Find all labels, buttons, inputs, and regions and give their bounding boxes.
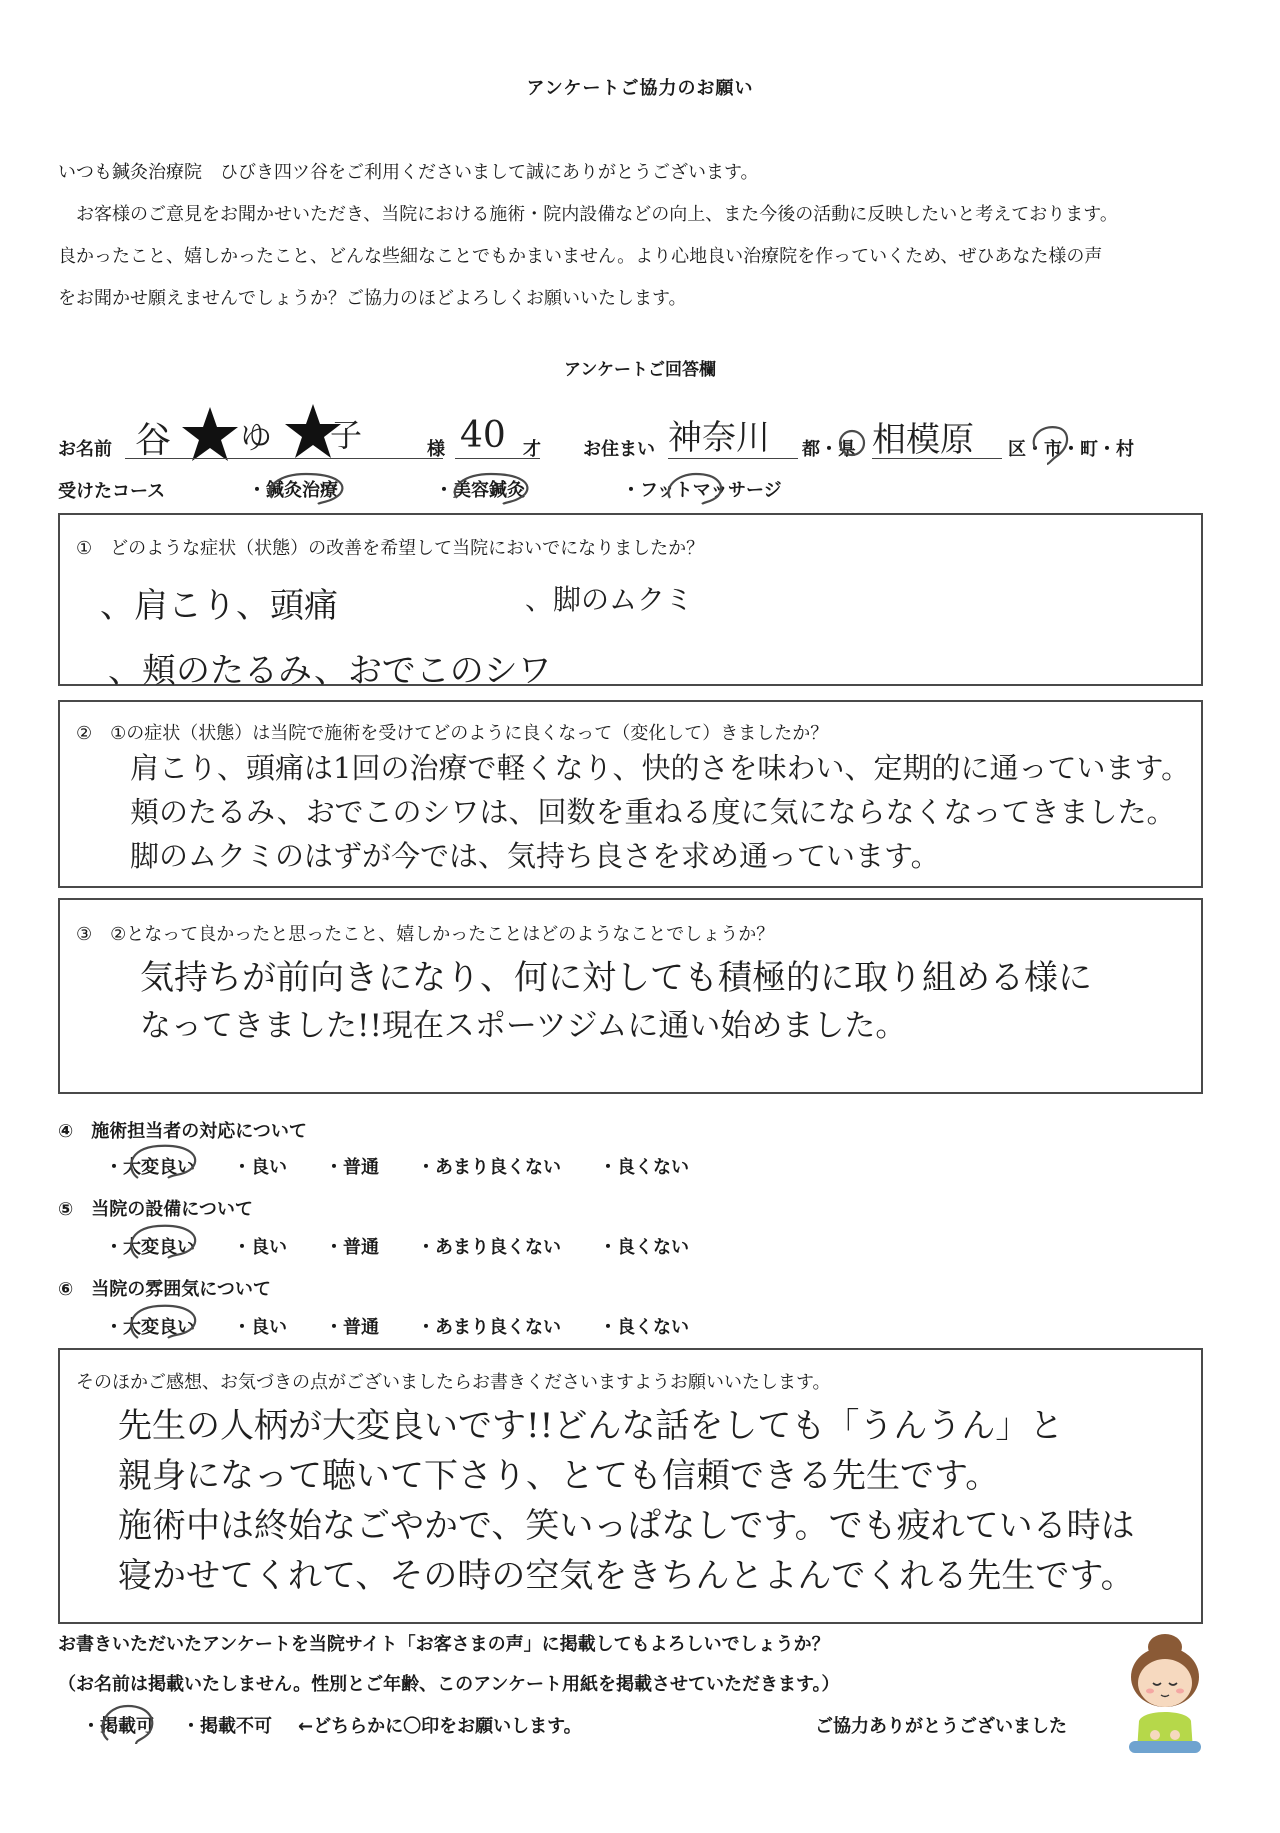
name-handwritten-2: ゆ: [240, 418, 273, 456]
q3-answer: 気持ちが前向きになり、何に対しても積極的に取り組める様に: [140, 958, 1092, 998]
name-label: お名前: [58, 439, 112, 460]
name-handwritten-3: 子: [330, 416, 363, 454]
course-option-foot-massage: ・フットマッサージ: [622, 480, 782, 501]
prefecture-value: 神奈川: [668, 418, 770, 458]
rating-option[interactable]: ・良い: [233, 1157, 287, 1178]
prefecture-underline: [668, 458, 798, 459]
rating-option[interactable]: ・大変良い: [105, 1157, 195, 1178]
thanks-text: ご協力ありがとうございました: [815, 1716, 1067, 1737]
selection-circle-icon: [118, 1220, 208, 1266]
q1-answer: 、脚のムクミ: [525, 583, 694, 616]
course-option-beauty: ・美容鍼灸: [435, 480, 525, 501]
consent-option-allow[interactable]: ・掲載可: [82, 1716, 154, 1737]
intro-line: いつも鍼灸治療院 ひびき四ツ谷をご利用くださいまして誠にありがとうございます。: [58, 162, 759, 183]
age-underline: [455, 458, 540, 459]
comments-answer: 親身になって聴いて下さり、とても信頼できる先生です。: [118, 1456, 1000, 1496]
q1-answer: 、頬のたるみ、おでこのシワ: [108, 651, 552, 691]
consent-note: （お名前は掲載いたしません。性別とご年齢、このアンケート用紙を掲載させていただきます。）: [58, 1674, 840, 1695]
redaction-star-icon: [180, 405, 240, 465]
rating-option[interactable]: ・あまり良くない: [417, 1237, 561, 1258]
comments-answer: 寝かせてくれて、その時の空気をきちんとよんでくれる先生です。: [118, 1556, 1135, 1596]
consent-option-deny[interactable]: ・掲載不可: [182, 1716, 272, 1737]
rating-option[interactable]: ・大変良い: [105, 1317, 195, 1338]
rating-5-label: ⑤ 当院の設備について: [58, 1199, 253, 1220]
consent-instruction: ←どちらかに〇印をお願いします。: [298, 1716, 582, 1737]
q2-question: ② ①の症状（状態）は当院で施術を受けてどのように良くなって（変化して）きましたか？: [76, 723, 829, 744]
intro-text: [58, 152, 1228, 320]
rating-option[interactable]: ・良くない: [599, 1237, 689, 1258]
intro-line: をお聞かせ願えませんでしょうか？ご協力のほどよろしくお願いいたします。: [58, 288, 687, 309]
rating-option[interactable]: ・普通: [325, 1157, 379, 1178]
selection-circle-icon: [837, 428, 867, 458]
course-label: 受けたコース: [58, 481, 166, 502]
q3-answer: なってきました!!現在スポーツジムに通い始めました。: [140, 1008, 907, 1044]
name-handwritten-1: 谷: [135, 420, 172, 461]
prefecture-suffix: 都・県: [802, 439, 856, 460]
rating-option[interactable]: ・あまり良くない: [417, 1157, 561, 1178]
page-title: アンケートご協力のお願い: [526, 78, 754, 99]
rating-option[interactable]: ・普通: [325, 1237, 379, 1258]
city-suffix: 区・市・町・村: [1008, 439, 1134, 460]
consent-question: お書きいただいたアンケートを当院サイト「お客さまの声」に掲載してもよろしいでしょうか？: [58, 1634, 830, 1655]
intro-line: 良かったこと、嬉しかったこと、どんな些細なことでもかまいません。より心地良い治療院を作っていくため、ぜひあなた様の声: [58, 246, 1103, 267]
address-label: お住まい: [583, 439, 655, 460]
rating-6-label: ⑥ 当院の雰囲気について: [58, 1279, 271, 1300]
comments-question: そのほかご感想、お気づきの点がございましたらお書きくださいますようお願いいたします。: [76, 1372, 831, 1393]
mascot-girl-illustration: [1115, 1625, 1215, 1755]
answer-heading: アンケートご回答欄: [564, 360, 716, 380]
q1-answer: 、肩こり、頭痛: [100, 586, 338, 626]
intro-line: お客様のご意見をお聞かせいただき、当院における施術・院内設備などの向上、また今後の活動に反映したいと考えております。: [58, 204, 1118, 225]
q2-answer: 頬のたるみ、おでこのシワは、回数を重ねる度に気にならなくなってきました。: [130, 795, 1176, 829]
selection-circle-icon: [258, 468, 353, 508]
redaction-star-icon: [283, 402, 343, 462]
comments-answer: 施術中は終始なごやかで、笑いっぱなしです。でも疲れている時は: [118, 1506, 1135, 1546]
comments-answer: 先生の人柄が大変良いです!!どんな話をしても「うんうん」と: [118, 1406, 1064, 1446]
rating-option[interactable]: ・大変良い: [105, 1237, 195, 1258]
rating-option[interactable]: ・良い: [233, 1317, 287, 1338]
q2-answer: 脚のムクミのはずが今では、気持ち良さを求め通っています。: [130, 839, 940, 873]
selection-circle-icon: [92, 1700, 162, 1748]
selection-circle-icon: [660, 468, 730, 508]
name-underline: [125, 458, 443, 459]
rating-option[interactable]: ・良くない: [599, 1157, 689, 1178]
age-unit: 才: [523, 439, 541, 460]
rating-option[interactable]: ・普通: [325, 1317, 379, 1338]
selection-circle-icon: [443, 468, 538, 508]
q1-question: ① どのような症状（状態）の改善を希望して当院においでになりましたか？: [76, 538, 705, 559]
rating-option[interactable]: ・良くない: [599, 1317, 689, 1338]
rating-option[interactable]: ・あまり良くない: [417, 1317, 561, 1338]
q3-question: ③ ②となって良かったと思ったこと、嬉しかったことはどのようなことでしょうか？: [76, 924, 775, 945]
q2-answer: 肩こり、頭痛は1回の治療で軽くなり、快的さを味わい、定期的に通っています。: [130, 751, 1191, 785]
rating-4-label: ④ 施術担当者の対応について: [58, 1121, 307, 1142]
city-underline: [872, 458, 1002, 459]
selection-circle-icon: [118, 1140, 208, 1186]
course-option-acupuncture: ・鍼灸治療: [248, 480, 338, 501]
selection-circle-icon: [118, 1300, 208, 1346]
honorific: 様: [427, 439, 445, 460]
age-value: 40: [460, 415, 506, 456]
city-value: 相模原: [872, 420, 974, 460]
selection-circle-icon: [1025, 418, 1075, 466]
rating-option[interactable]: ・良い: [233, 1237, 287, 1258]
